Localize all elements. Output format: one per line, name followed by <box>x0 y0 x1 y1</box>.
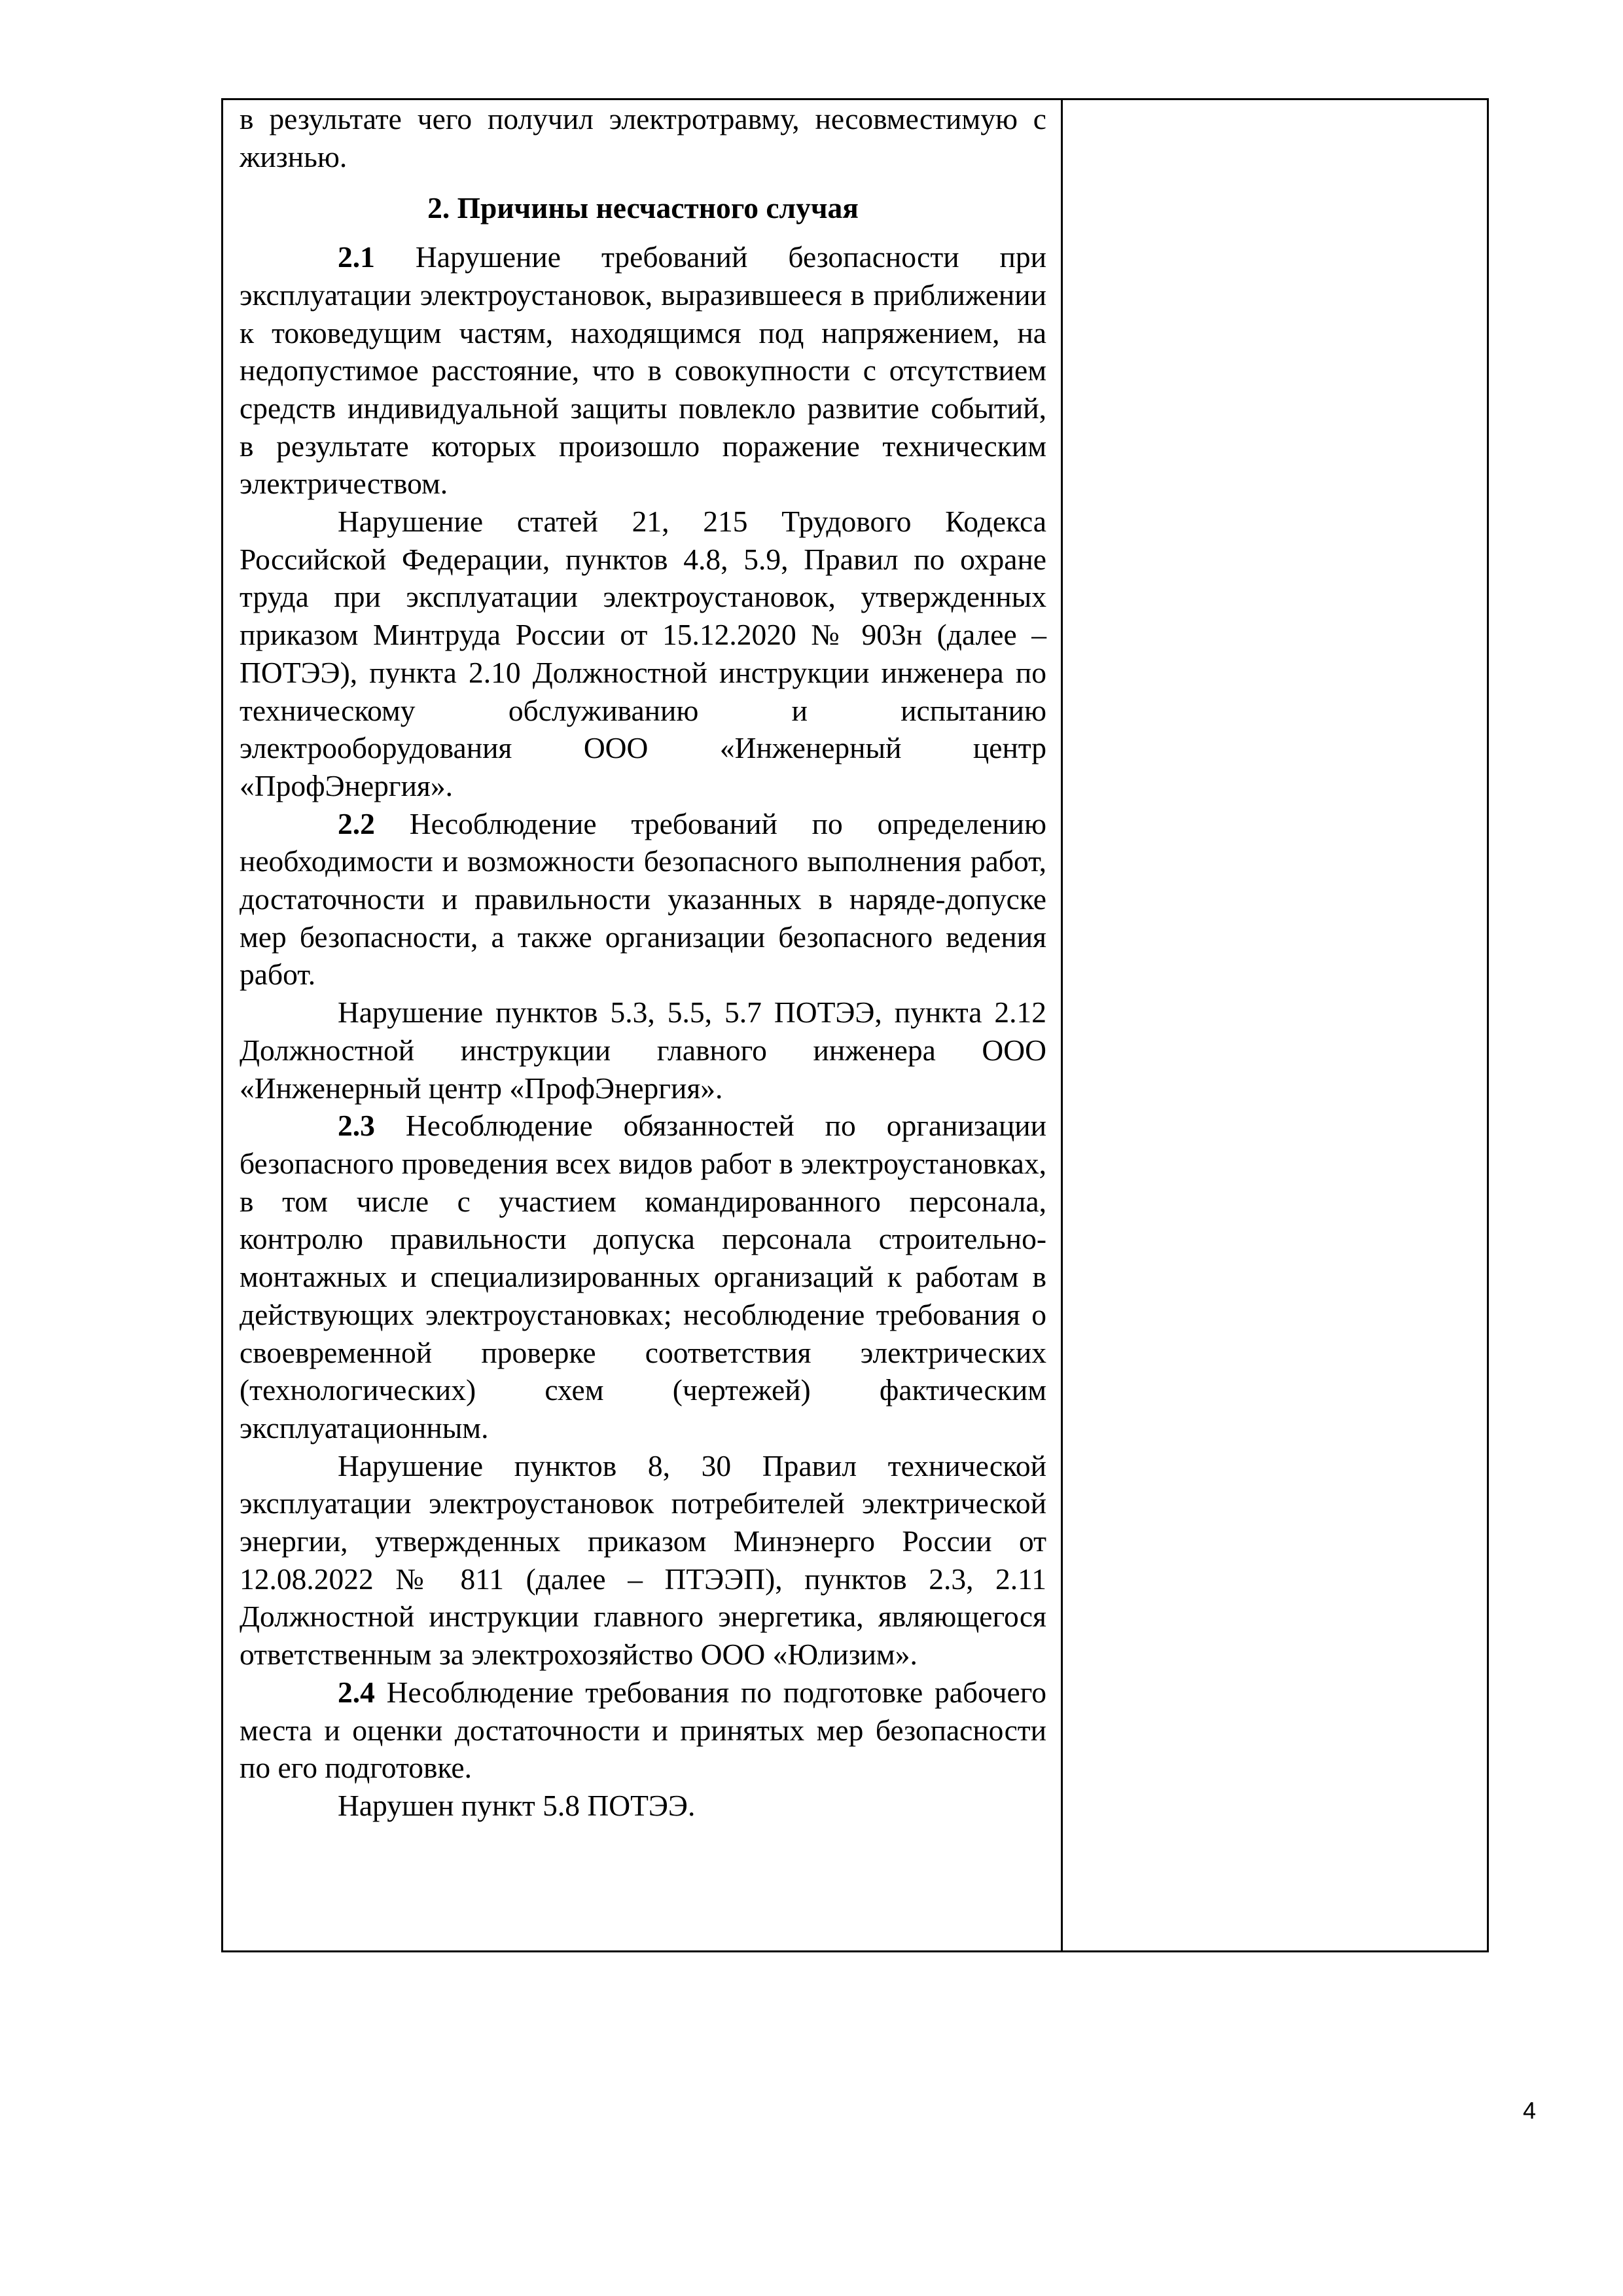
paragraph-2-1-violations <box>240 503 1046 805</box>
page-number: 4 <box>1522 2097 1536 2124</box>
paragraph-2-1 <box>240 238 1046 503</box>
table-right-cell <box>1063 100 1487 1950</box>
paragraph-2-4-violations <box>240 1787 1046 1825</box>
section-title: 2. Причины несчастного случая <box>427 191 859 225</box>
paragraph-text: Несоблюдение обязанностей по организации безопасного проведения всех видов работ в электроустановках, в том числе с участием командированного персонала, контролю правильности допуска персонала строительно-монтажных и специализированных организаций к работам в действующих электроустановках; несоблюдение требования о своевременной проверке соответствия электрических (технологических) схем (чертежей) фактическим эксплуатационным. <box>240 1109 1047 1444</box>
paragraph-text: Нарушение требований безопасности при эксплуатации электроустановок, выразившееся в приближении к токоведущим частям, находящимся под напряжением, на недопустимое расстояние, что в совокупности с отсутствием средств индивидуальной защиты повлекло развитие событий, в результате которых произошло поражение техническим электричеством. <box>240 240 1047 501</box>
paragraph-text: Нарушение пунктов 5.3, 5.5, 5.7 ПОТЭЭ, пункта 2.12 Должностной инструкции главного инженера ООО «Инженерный центр «ПрофЭнергия». <box>240 996 1046 1105</box>
paragraph-number: 2.3 <box>338 1109 375 1143</box>
paragraph-text: Несоблюдение требований по определению необходимости и возможности безопасного выполнения работ, достаточности и правильности указанных в наряде-допуске мер безопасности, а также организации безопасного ведения работ. <box>240 806 1047 992</box>
paragraph-text: Нарушен пункт 5.8 ПОТЭЭ. <box>338 1788 696 1822</box>
paragraph-2-4 <box>240 1674 1046 1787</box>
table-left-cell <box>223 100 1063 1950</box>
intro-text: в результате чего получил электротравму, несовместимую с жизнью. <box>240 102 1046 173</box>
paragraph-2-3-violations <box>240 1447 1046 1674</box>
paragraph-2-3 <box>240 1107 1046 1446</box>
paragraph-text: Нарушение статей 21, 215 Трудового Кодекса Российской Федерации, пунктов 4.8, 5.9, Правил по охране труда при эксплуатации электроустановок, утвержденных приказом Минтруда России от 15.12.2020 № 903н (далее – ПОТЭЭ), пункта 2.10 Должностной инструкции инженера по техническому обслуживанию и испытанию электрооборудования ООО «Инженерный центр «ПрофЭнергия». <box>240 505 1046 802</box>
paragraph-number: 2.4 <box>338 1675 375 1709</box>
paragraph-2-2-violations <box>240 994 1046 1107</box>
paragraph-text: Несоблюдение требования по подготовке рабочего места и оценки достаточности и принятых мер безопасности по его подготовке. <box>240 1675 1047 1785</box>
paragraph-number: 2.2 <box>338 806 375 840</box>
paragraph-text: Нарушение пунктов 8, 30 Правил технической эксплуатации электроустановок потребителей электрической энергии, утвержденных приказом Минэнерго России от 12.08.2022 № 811 (далее – ПТЭЭП), пунктов 2.3, 2.11 Должностной инструкции главного энергетика, являющегося ответственным за электрохозяйство ООО «Юлизим». <box>240 1448 1046 1672</box>
paragraph-2-2 <box>240 805 1046 994</box>
paragraph-number: 2.1 <box>338 240 375 274</box>
document-table <box>221 98 1489 1952</box>
